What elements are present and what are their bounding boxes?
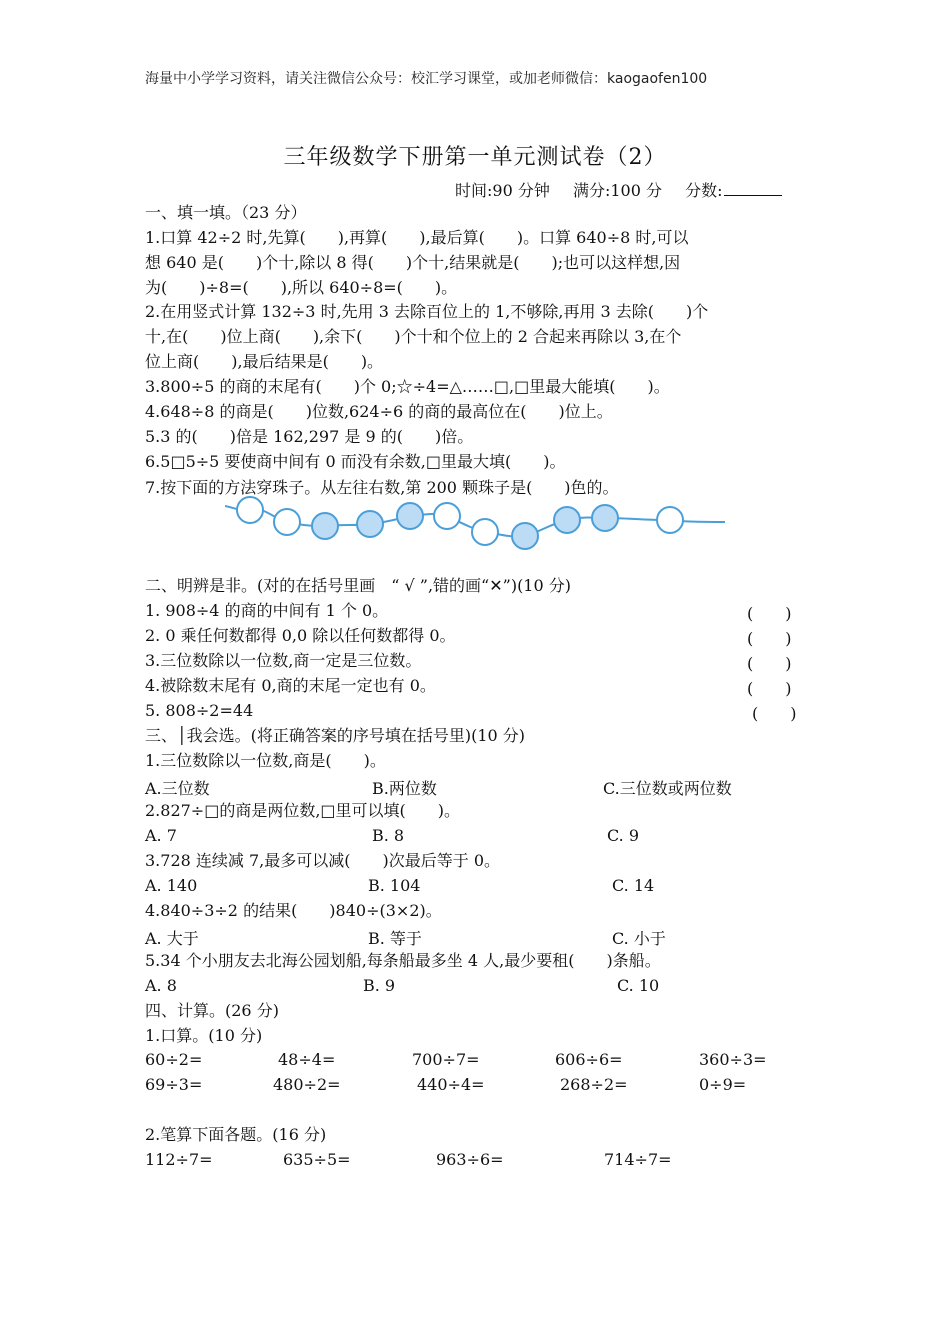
section1-line: 7.按下面的方法穿珠子。从左往右数,第 200 颗珠子是( )色的。 [145, 478, 619, 497]
option-c[interactable]: C. 小于 [612, 929, 666, 948]
section1-line: 想 640 是( )个十,除以 8 得( )个十,结果就是( );也可以这样想,因 [145, 253, 681, 272]
option-b[interactable]: B. 等于 [368, 929, 422, 948]
judge-answer-paren[interactable]: ( ) [747, 604, 792, 623]
choice-question: 4.840÷3÷2 的结果( )840÷(3×2)。 [145, 901, 442, 920]
section1-line: 位上商( ),最后结果是( )。 [145, 352, 384, 371]
option-b[interactable]: B.两位数 [372, 779, 437, 798]
white-bead [434, 503, 460, 529]
white-bead [657, 507, 683, 533]
option-c[interactable]: C.三位数或两位数 [603, 779, 732, 798]
written-problem: 963÷6= [436, 1150, 504, 1169]
choice-question: 2.827÷□的商是两位数,□里可以填( )。 [145, 801, 461, 820]
choice-question: 1.三位数除以一位数,商是( )。 [145, 751, 386, 770]
option-a[interactable]: A.三位数 [145, 779, 210, 798]
oral-problem: 360÷3= [699, 1050, 767, 1069]
section1-line: 3.800÷5 的商的末尾有( )个 0;☆÷4=△……□,□里最大能填( )。 [145, 377, 670, 396]
bead-string-diagram [225, 492, 735, 558]
option-c[interactable]: C. 9 [607, 826, 640, 845]
oral-problem: 69÷3= [145, 1075, 203, 1094]
oral-problem: 268÷2= [560, 1075, 628, 1094]
option-b[interactable]: B. 9 [363, 976, 396, 995]
option-b[interactable]: B. 8 [372, 826, 405, 845]
written-problem: 112÷7= [145, 1150, 213, 1169]
oral-problem: 480÷2= [273, 1075, 341, 1094]
judge-item: 4.被除数末尾有 0,商的末尾一定也有 0。 [145, 676, 436, 695]
choice-question: 5.34 个小朋友去北海公园划船,每条船最多坐 4 人,最少要租( )条船。 [145, 951, 661, 970]
judge-answer-paren[interactable]: ( ) [747, 629, 792, 648]
page-title: 三年级数学下册第一单元测试卷（2） [283, 145, 667, 170]
judge-answer-paren[interactable]: ( ) [747, 654, 792, 673]
written-problem: 635÷5= [283, 1150, 351, 1169]
option-c[interactable]: C. 14 [612, 876, 655, 895]
option-a[interactable]: A. 大于 [145, 929, 199, 948]
option-a[interactable]: A. 7 [145, 826, 177, 845]
white-bead [237, 497, 263, 523]
section1-line: 2.在用竖式计算 132÷3 时,先用 3 去除百位上的 1,不够除,再用 3 去除( )个 [145, 302, 709, 321]
score-label: 分数: [685, 181, 723, 200]
blue-bead [592, 505, 618, 531]
section1-line: 十,在( )位上商( ),余下( )个十和个位上的 2 合起来再除以 3,在个 [145, 327, 682, 346]
section1-line: 6.5□5÷5 要使商中间有 0 而没有余数,□里最大填( )。 [145, 452, 566, 471]
blue-bead [554, 507, 580, 533]
oral-problem: 606÷6= [555, 1050, 623, 1069]
section2-heading: 二、明辨是非。(对的在括号里画 “ √ ”,错的画“✕”)(10 分) [145, 576, 571, 595]
oral-calc-heading: 1.口算。(10 分) [145, 1026, 263, 1045]
section1-line: 5.3 的( )倍是 162,297 是 9 的( )倍。 [145, 427, 474, 446]
white-bead [274, 509, 300, 535]
option-b[interactable]: B. 104 [368, 876, 421, 895]
option-a[interactable]: A. 8 [145, 976, 177, 995]
judge-item: 1. 908÷4 的商的中间有 1 个 0。 [145, 601, 389, 620]
white-bead [472, 519, 498, 545]
section1-line: 1.口算 42÷2 时,先算( ),再算( ),最后算( )。口算 640÷8 时,可以 [145, 228, 689, 247]
blue-bead [312, 513, 338, 539]
judge-answer-paren[interactable]: ( ) [747, 679, 792, 698]
written-calc-heading: 2.笔算下面各题。(16 分) [145, 1125, 327, 1144]
choice-question: 3.728 连续减 7,最多可以减( )次最后等于 0。 [145, 851, 500, 870]
oral-problem: 440÷4= [417, 1075, 485, 1094]
blue-bead [397, 503, 423, 529]
exam-meta [455, 178, 800, 201]
full-score: 满分:100 分 [572, 181, 662, 200]
score-blank[interactable] [724, 181, 782, 196]
section1-heading: 一、填一填。（23 分） [145, 203, 307, 222]
section3-heading: 三、│我会选。(将正确答案的序号填在括号里)(10 分) [145, 726, 526, 745]
judge-item: 2. 0 乘任何数都得 0,0 除以任何数都得 0。 [145, 626, 456, 645]
section1-line: 为( )÷8=( ),所以 640÷8=( )。 [145, 278, 458, 297]
blue-bead [357, 511, 383, 537]
option-a[interactable]: A. 140 [145, 876, 198, 895]
oral-problem: 60÷2= [145, 1050, 203, 1069]
judge-item: 3.三位数除以一位数,商一定是三位数。 [145, 651, 422, 670]
blue-bead [512, 523, 538, 549]
option-c[interactable]: C. 10 [617, 976, 660, 995]
judge-item: 5. 808÷2=44 [145, 701, 254, 720]
time-limit: 时间:90 分钟 [455, 181, 550, 200]
header-note: 海量中小学学习资料，请关注微信公众号：校汇学习课堂，或加老师微信：kaogaofen100 [145, 71, 708, 87]
judge-answer-paren[interactable]: ( ) [752, 704, 797, 723]
section4-heading: 四、计算。(26 分) [145, 1001, 279, 1020]
oral-problem: 700÷7= [412, 1050, 480, 1069]
written-problem: 714÷7= [604, 1150, 672, 1169]
oral-problem: 0÷9= [699, 1075, 747, 1094]
oral-problem: 48÷4= [278, 1050, 336, 1069]
section1-line: 4.648÷8 的商是( )位数,624÷6 的商的最高位在( )位上。 [145, 402, 613, 421]
